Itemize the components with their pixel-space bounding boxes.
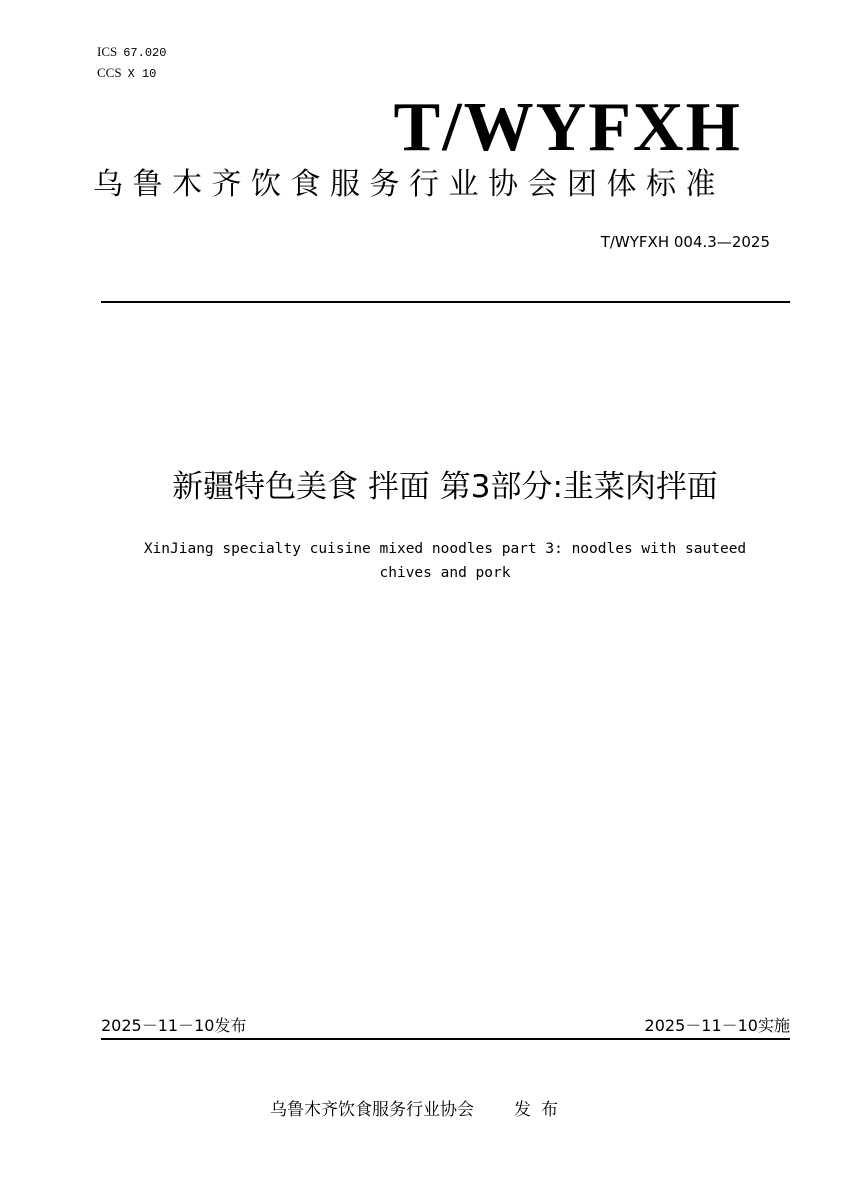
issue-action: 发布 — [514, 1100, 568, 1120]
publish-date: 2025－11－10发布 — [101, 1016, 247, 1035]
ccs-code — [97, 63, 166, 84]
issuer-line — [270, 1098, 568, 1122]
footer-divider — [101, 1038, 790, 1040]
standard-brand-logo: T/WYFXH — [393, 89, 742, 166]
issuer-name: 乌鲁木齐饮食服务行业协会 — [270, 1100, 474, 1120]
ics-code — [97, 42, 166, 63]
ics-value: 67.020 — [123, 46, 167, 60]
document-title: 新疆特色美食 拌面 第3部分:韭菜肉拌面 — [172, 469, 718, 505]
standard-number: T/WYFXH 004.3—2025 — [600, 233, 770, 251]
classification-codes — [97, 42, 166, 84]
ccs-label: CCS — [97, 65, 122, 80]
ccs-value: X 10 — [127, 67, 157, 81]
header-divider — [101, 301, 790, 303]
implement-date: 2025－11－10实施 — [644, 1016, 790, 1035]
english-title — [95, 537, 795, 585]
english-title-line-2: chives and pork — [379, 565, 511, 581]
organization-standard-title: 乌鲁木齐饮食服务行业协会团体标准 — [93, 167, 725, 202]
ics-label: ICS — [97, 44, 118, 59]
english-title-line-1: XinJiang specialty cuisine mixed noodles part 3: noodles with sauteed — [143, 541, 747, 557]
